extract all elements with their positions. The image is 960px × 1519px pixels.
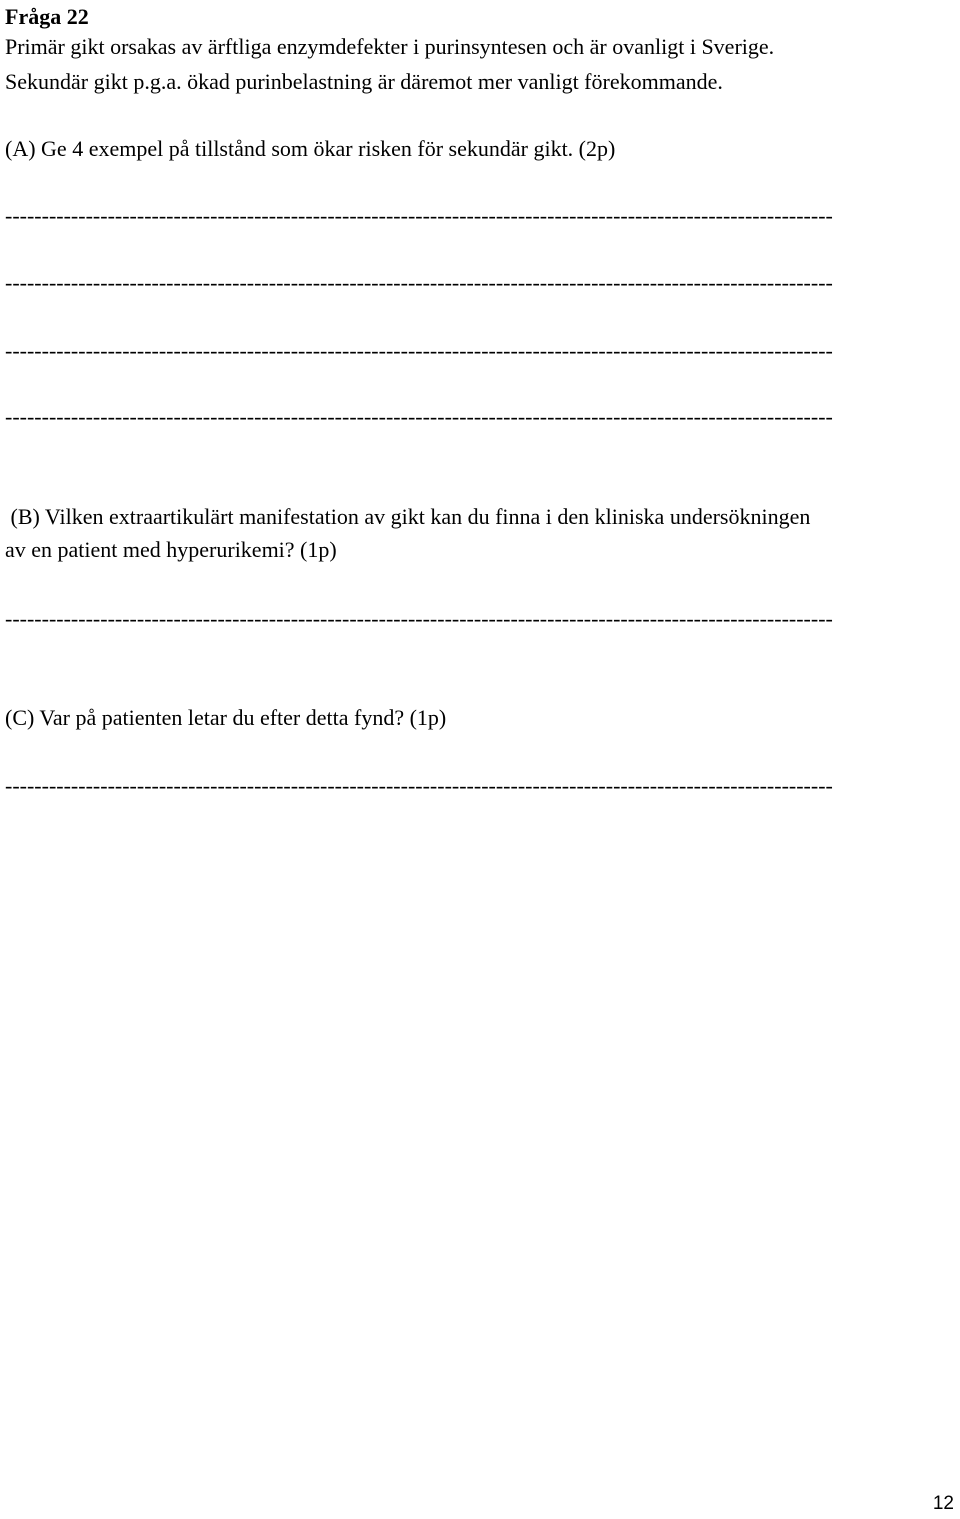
question-title: Fråga 22: [5, 4, 89, 29]
intro-line-2: Sekundär gikt p.g.a. ökad purinbelastning är däremot mer vanligt förekommande.: [5, 69, 723, 94]
answer-line-a2[interactable]: -----------------------------------------------------------------------------------------------------------------: [5, 270, 833, 295]
answer-line-a1[interactable]: -----------------------------------------------------------------------------------------------------------------: [5, 203, 833, 228]
answer-line-a4[interactable]: -----------------------------------------------------------------------------------------------------------------: [5, 404, 833, 429]
page-number: 12: [932, 1493, 954, 1514]
answer-line-a3[interactable]: -----------------------------------------------------------------------------------------------------------------: [5, 338, 833, 363]
part-c-question: (C) Var på patienten letar du efter detta fynd? (1p): [5, 705, 447, 730]
answer-line-c[interactable]: -----------------------------------------------------------------------------------------------------------------: [5, 773, 833, 798]
part-a-question: (A) Ge 4 exempel på tillstånd som ökar risken för sekundär gikt. (2p): [5, 136, 616, 161]
part-b-question-line-2: av en patient med hyperurikemi? (1p): [5, 537, 337, 562]
answer-line-b[interactable]: -----------------------------------------------------------------------------------------------------------------: [5, 606, 833, 631]
intro-line-1: Primär gikt orsakas av ärftliga enzymdefekter i purinsyntesen och är ovanligt i Sverige.: [5, 34, 775, 59]
part-b-question-line-1: (B) Vilken extraartikulärt manifestation av gikt kan du finna i den kliniska undersökningen: [5, 504, 811, 529]
